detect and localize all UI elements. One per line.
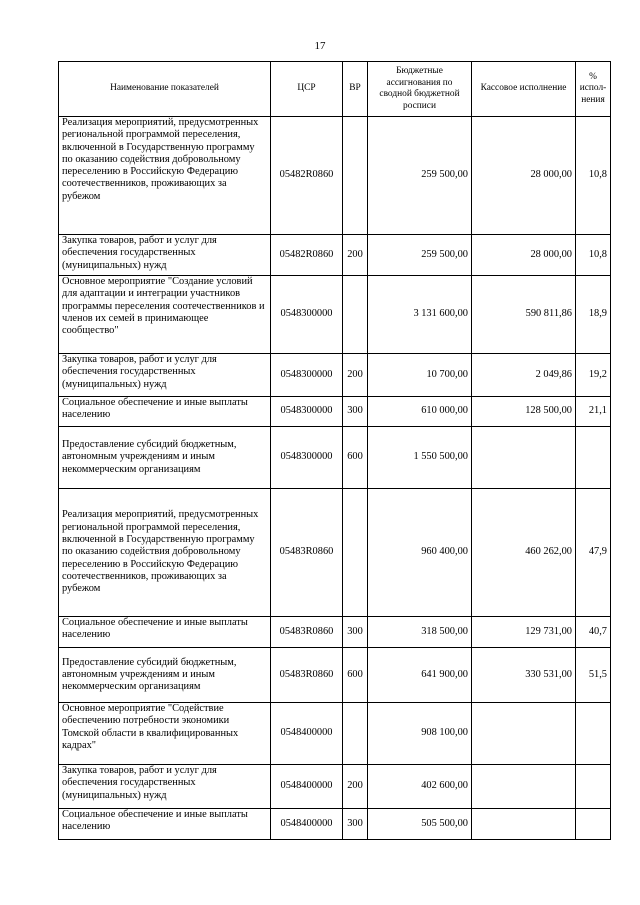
row-cash: 2 049,86 xyxy=(472,354,576,397)
row-vr: 600 xyxy=(343,648,368,703)
row-budget: 259 500,00 xyxy=(368,117,472,235)
page-number: 17 xyxy=(314,40,326,52)
row-budget: 3 131 600,00 xyxy=(368,276,472,354)
header-cash: Кассовое исполнение xyxy=(472,62,576,117)
row-vr xyxy=(343,489,368,617)
table-row xyxy=(59,489,611,617)
row-budget: 505 500,00 xyxy=(368,809,472,840)
row-vr xyxy=(343,703,368,765)
row-cash: 129 731,00 xyxy=(472,617,576,648)
row-vr: 300 xyxy=(343,809,368,840)
row-cash xyxy=(472,765,576,809)
row-pct: 40,7 xyxy=(576,617,611,648)
row-name: Социальное обеспечение и иные выплаты населению xyxy=(59,397,271,427)
header-vr: ВР xyxy=(343,62,368,117)
header-pct: % испол-нения xyxy=(576,62,611,117)
table-row xyxy=(59,397,611,427)
table-row xyxy=(59,427,611,489)
row-name: Закупка товаров, работ и услуг для обеспечения государственных (муниципальных) нужд xyxy=(59,235,271,276)
table-row xyxy=(59,648,611,703)
row-cash: 330 531,00 xyxy=(472,648,576,703)
row-vr: 600 xyxy=(343,427,368,489)
table-row xyxy=(59,765,611,809)
table-row xyxy=(59,809,611,840)
row-pct: 10,8 xyxy=(576,235,611,276)
header-name: Наименование показателей xyxy=(59,62,271,117)
row-vr: 300 xyxy=(343,397,368,427)
row-pct: 47,9 xyxy=(576,489,611,617)
row-cash xyxy=(472,703,576,765)
row-pct xyxy=(576,809,611,840)
row-vr: 300 xyxy=(343,617,368,648)
row-name: Закупка товаров, работ и услуг для обеспечения государственных (муниципальных) нужд xyxy=(59,354,271,397)
row-budget: 610 000,00 xyxy=(368,397,472,427)
row-name: Основное мероприятие "Создание условий для адаптации и интеграции участников программы переселения соотечественников и членов их семей в принимающее сообщество" xyxy=(59,276,271,354)
header-csr: ЦСР xyxy=(271,62,343,117)
row-pct: 19,2 xyxy=(576,354,611,397)
row-pct xyxy=(576,703,611,765)
row-cash: 590 811,86 xyxy=(472,276,576,354)
row-csr: 0548400000 xyxy=(271,703,343,765)
row-pct xyxy=(576,765,611,809)
row-budget: 960 400,00 xyxy=(368,489,472,617)
row-csr: 0548300000 xyxy=(271,427,343,489)
row-cash: 128 500,00 xyxy=(472,397,576,427)
row-pct: 18,9 xyxy=(576,276,611,354)
row-cash: 460 262,00 xyxy=(472,489,576,617)
table-row xyxy=(59,235,611,276)
row-vr: 200 xyxy=(343,765,368,809)
row-name: Реализация мероприятий, предусмотренных региональной программой переселения, включенной в Государственную программу по оказанию содействия добровольному переселению в Российскую Федерацию соотечественников, проживающих за рубежом xyxy=(59,117,271,235)
row-cash xyxy=(472,427,576,489)
table-row xyxy=(59,703,611,765)
row-csr: 0548400000 xyxy=(271,765,343,809)
row-budget: 641 900,00 xyxy=(368,648,472,703)
row-budget: 402 600,00 xyxy=(368,765,472,809)
row-cash xyxy=(472,809,576,840)
row-csr: 05482R0860 xyxy=(271,235,343,276)
row-budget: 908 100,00 xyxy=(368,703,472,765)
row-name: Социальное обеспечение и иные выплаты населению xyxy=(59,617,271,648)
row-pct: 10,8 xyxy=(576,117,611,235)
row-vr: 200 xyxy=(343,235,368,276)
table-row xyxy=(59,617,611,648)
row-name: Реализация мероприятий, предусмотренных региональной программой переселения, включенной в Государственную программу по оказанию содействия добровольному переселению в Российскую Федерацию соотечественников, проживающих за рубежом xyxy=(59,489,271,617)
header-budget: Бюджетные ассигнования по сводной бюджетной росписи xyxy=(368,62,472,117)
row-pct: 51,5 xyxy=(576,648,611,703)
row-name: Предоставление субсидий бюджетным, автономным учреждениям и иным некоммерческим организациям xyxy=(59,427,271,489)
row-pct: 21,1 xyxy=(576,397,611,427)
row-name: Закупка товаров, работ и услуг для обеспечения государственных (муниципальных) нужд xyxy=(59,765,271,809)
table-row xyxy=(59,354,611,397)
row-cash: 28 000,00 xyxy=(472,235,576,276)
row-budget: 318 500,00 xyxy=(368,617,472,648)
row-name: Предоставление субсидий бюджетным, автономным учреждениям и иным некоммерческим организациям xyxy=(59,648,271,703)
row-name: Основное мероприятие "Содействие обеспечению потребности экономики Томской области в квалифицированных кадрах" xyxy=(59,703,271,765)
row-csr: 0548300000 xyxy=(271,354,343,397)
budget-execution-table xyxy=(58,61,611,840)
table-header-row xyxy=(59,62,611,117)
row-cash: 28 000,00 xyxy=(472,117,576,235)
row-csr: 05482R0860 xyxy=(271,117,343,235)
row-vr xyxy=(343,117,368,235)
row-budget: 10 700,00 xyxy=(368,354,472,397)
table-row xyxy=(59,117,611,235)
row-csr: 0548300000 xyxy=(271,397,343,427)
row-budget: 259 500,00 xyxy=(368,235,472,276)
row-pct xyxy=(576,427,611,489)
row-vr xyxy=(343,276,368,354)
row-budget: 1 550 500,00 xyxy=(368,427,472,489)
row-csr: 05483R0860 xyxy=(271,489,343,617)
row-csr: 05483R0860 xyxy=(271,648,343,703)
row-name: Социальное обеспечение и иные выплаты населению xyxy=(59,809,271,840)
row-vr: 200 xyxy=(343,354,368,397)
row-csr: 0548300000 xyxy=(271,276,343,354)
row-csr: 05483R0860 xyxy=(271,617,343,648)
table-row xyxy=(59,276,611,354)
row-csr: 0548400000 xyxy=(271,809,343,840)
